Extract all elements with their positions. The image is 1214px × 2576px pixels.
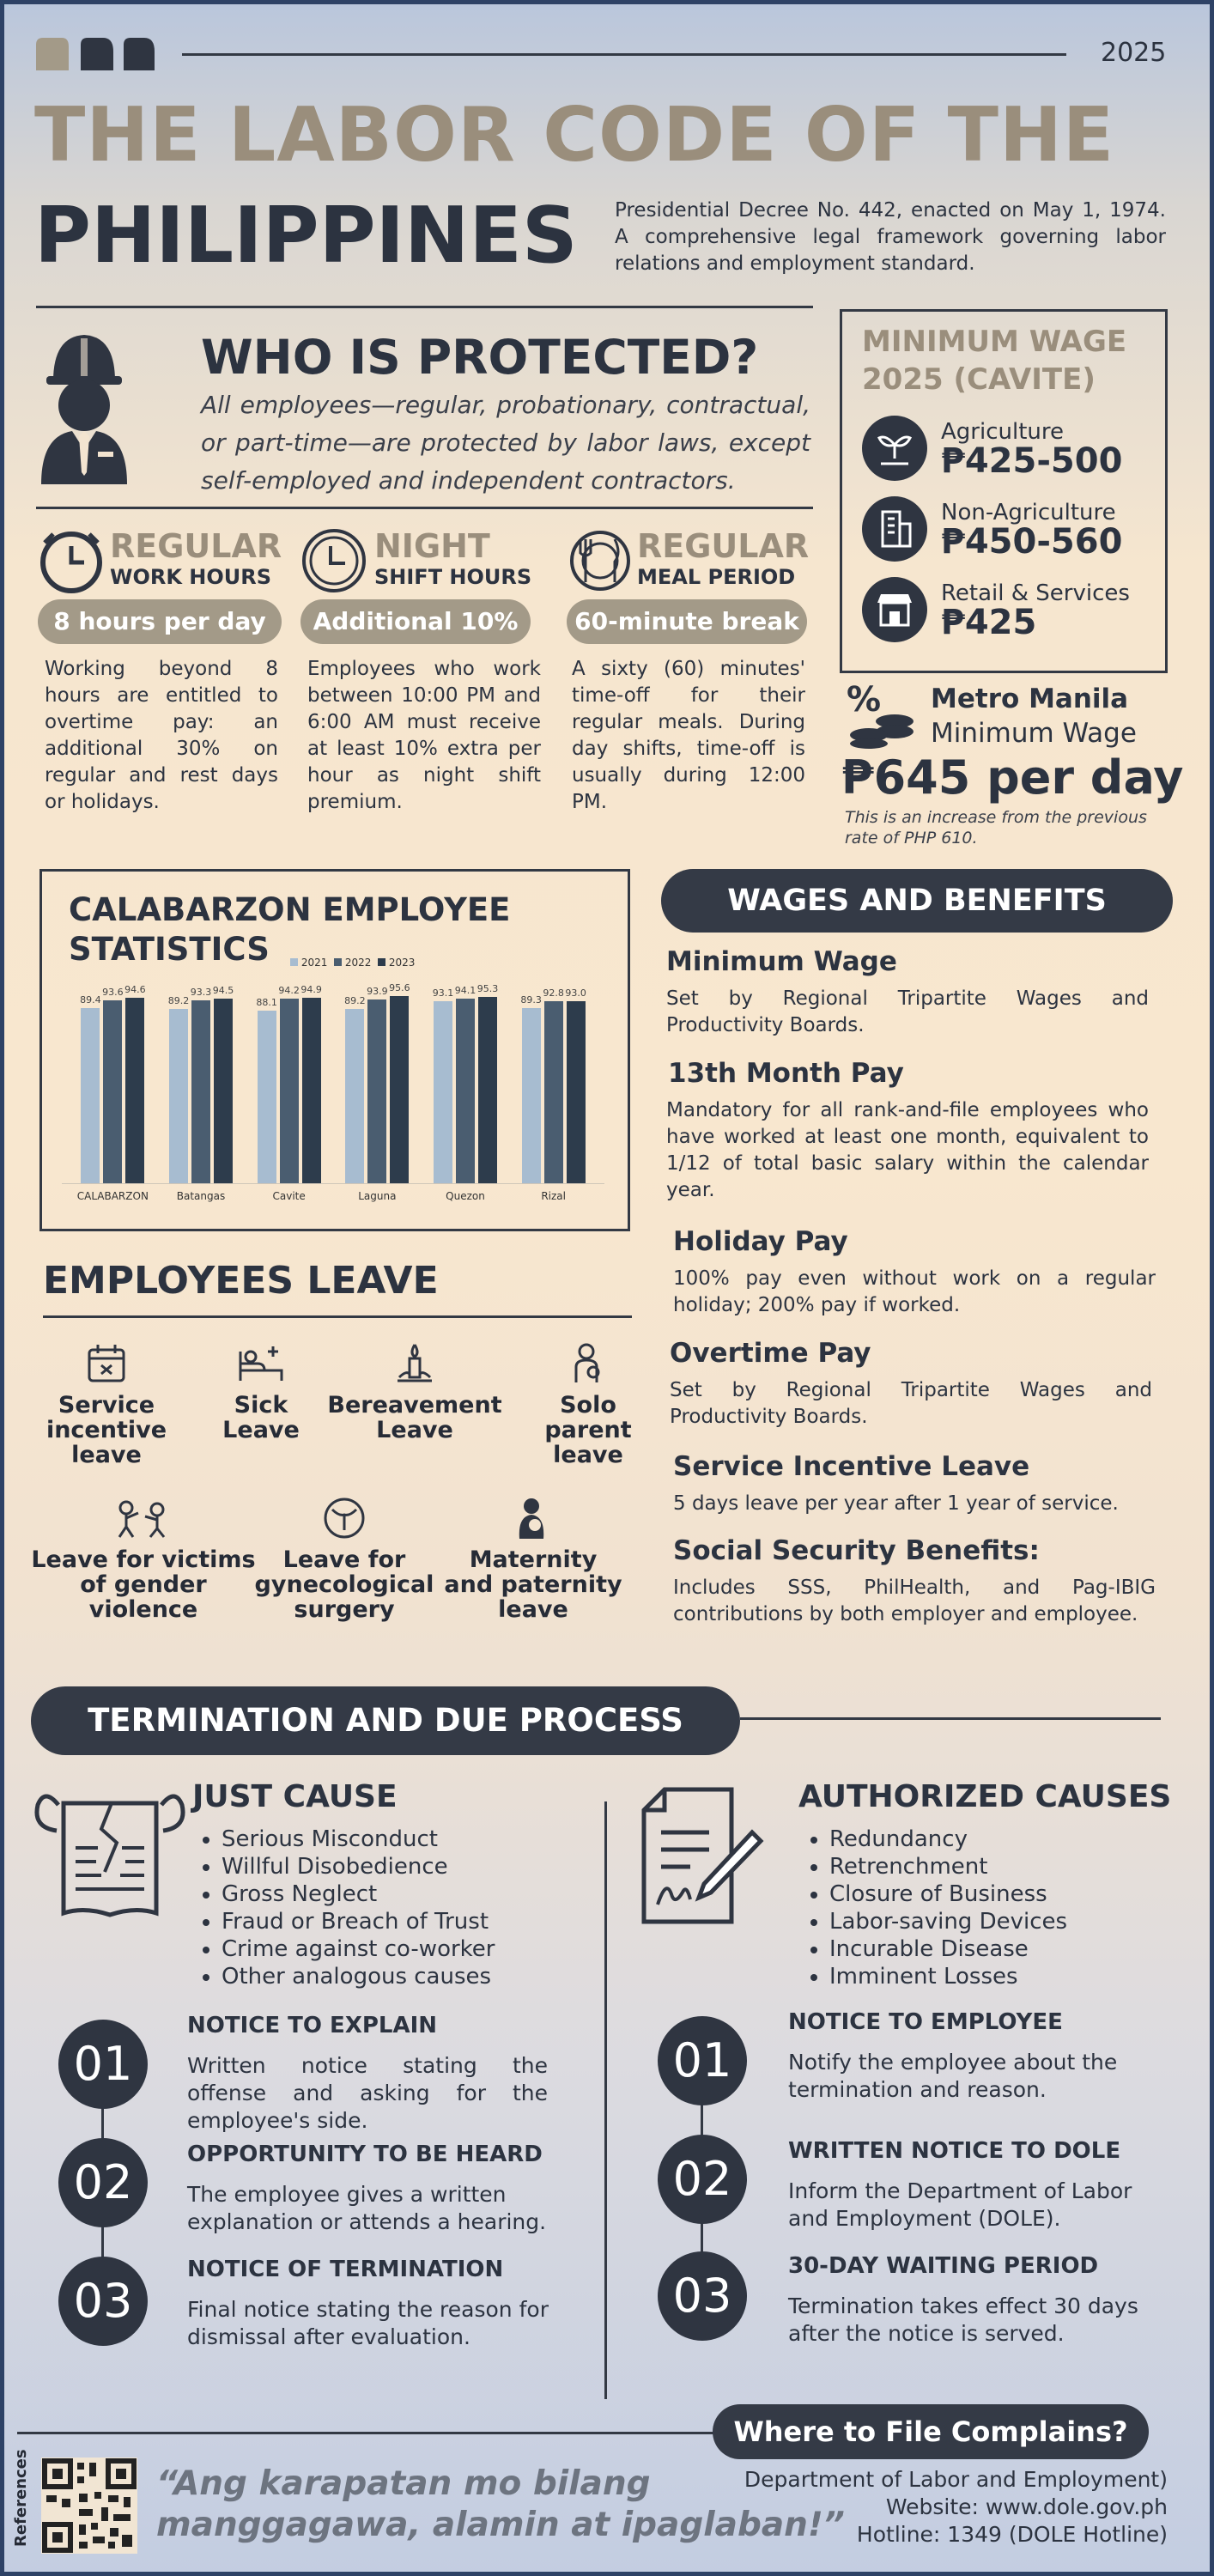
dole-hotline[interactable]: Hotline: 1349 (DOLE Hotline) (856, 2522, 1168, 2547)
termination-center-divider (604, 1801, 607, 2399)
just-cause-item: • Other analogous causes (222, 1963, 568, 1990)
hours-night-top: NIGHT (374, 527, 490, 565)
chart-bar (478, 997, 497, 1183)
chart-bar (390, 996, 409, 1183)
store-icon (862, 577, 927, 642)
leave-label: Sick Leave (222, 1392, 300, 1443)
hours-night-bottom: SHIFT HOURS (374, 565, 532, 589)
worker-icon (38, 321, 131, 484)
chart-bar (302, 998, 321, 1183)
wage-item-title: Overtime Pay (670, 1338, 871, 1369)
wage-item-title: Minimum Wage (666, 946, 897, 977)
legend-swatch-2023 (378, 958, 385, 966)
authorized-item: • Retrenchment (829, 1853, 1159, 1880)
legend-swatch-2022 (334, 958, 342, 966)
protected-title: WHO IS PROTECTED? (201, 330, 759, 385)
just-step-number: 02 (58, 2138, 148, 2227)
chart-x-tick-label: CALABARZON (76, 1190, 149, 1202)
chart-data-label: 94.1 (454, 985, 476, 997)
just-step-title: NOTICE OF TERMINATION (187, 2257, 504, 2282)
just-step-title: NOTICE TO EXPLAIN (187, 2013, 438, 2038)
candle-icon (392, 1341, 437, 1386)
divider-protected-top (36, 306, 813, 308)
auth-step-title: NOTICE TO EMPLOYEE (788, 2009, 1063, 2035)
non-agriculture-label: Non-Agriculture (941, 500, 1116, 526)
protected-text: All employees—regular, probationary, contractual, or part-time—are protected by labor laws, except self-employed and independent contractors. (201, 391, 810, 495)
chart-data-label: 89.2 (167, 994, 190, 1006)
night-clock-icon (300, 527, 367, 594)
chart-bar (214, 999, 233, 1183)
chart-x-tick-label: Quezon (446, 1190, 485, 1202)
meal-plate-icon (567, 527, 634, 594)
metro-title1: Metro Manila (931, 683, 1129, 714)
chart-title2: STATISTICS (69, 931, 270, 968)
divider-protected-bottom (36, 507, 813, 509)
legend-label-2022: 2022 (344, 957, 372, 969)
auth-step-text: Inform the Department of Labor and Employment (DOLE). (788, 2178, 1132, 2231)
metro-value: ₱645 per day (841, 750, 1184, 805)
termination-rule (740, 1717, 1161, 1720)
chart-data-label: 93.1 (432, 987, 454, 999)
agriculture-icon (862, 416, 927, 481)
leave-label: Service incentive leave (46, 1392, 167, 1468)
min-wage-title2: 2025 (CAVITE) (862, 362, 1096, 397)
chart-x-tick-label: Rizal (541, 1190, 566, 1202)
legend-swatch-2021 (290, 958, 298, 966)
references-label: References (12, 2449, 30, 2547)
parent-child-icon (566, 1341, 610, 1386)
auth-step-number: 03 (658, 2251, 747, 2341)
leave-label: Leave for victims of gender violence (31, 1546, 256, 1623)
footer-rule (17, 2432, 721, 2434)
auth-step-text: Notify the employee about the termination and reason. (788, 2050, 1118, 2102)
chart-data-label: 92.8 (543, 987, 564, 999)
chart-bar (258, 1011, 276, 1183)
auth-step-number: 02 (658, 2135, 747, 2224)
dole-name: Department of Labor and Employment) (744, 2467, 1168, 2492)
chart-data-label: 93.0 (565, 987, 586, 999)
chart-data-label: 94.5 (212, 984, 234, 996)
hours-night-pill: Additional 10% (300, 599, 531, 644)
hours-meal-top: REGULAR (637, 527, 810, 565)
file-complaint-header: Where to File Complains? (713, 2404, 1149, 2459)
just-cause-title: JUST CAUSE (192, 1779, 398, 1814)
auth-step-title: 30-DAY WAITING PERIOD (788, 2253, 1099, 2279)
chart-data-label: 89.2 (344, 994, 366, 1006)
hours-regular-top: REGULAR (110, 527, 282, 565)
hours-meal-bottom: MEAL PERIOD (637, 565, 796, 589)
chart-x-tick-label: Batangas (176, 1190, 226, 1202)
hours-regular-text: Working beyond 8 hours are entitled to overtime pay: an additional 30% on regular and rest days or holidays. (45, 658, 278, 813)
chart-data-label: 93.3 (190, 987, 212, 999)
chart-bar (544, 1001, 563, 1183)
leave-label: Solo parent leave (544, 1392, 632, 1468)
violence-icon (112, 1496, 174, 1540)
leave-label: Leave for gynecological surgery (254, 1546, 434, 1623)
just-step-number: 01 (58, 2020, 148, 2109)
hours-meal-pill: 60-minute break (567, 599, 807, 644)
quote-line2: manggagawa, alamin at ipaglaban!” (156, 2506, 845, 2544)
chart-data-label: 95.6 (389, 982, 410, 994)
just-cause-item: • Gross Neglect (222, 1880, 568, 1908)
leave-item-gender-violence (31, 1496, 256, 1622)
just-step-number: 03 (58, 2257, 148, 2346)
title-line2: PHILIPPINES (34, 191, 578, 281)
chart-x-tick-label: Laguna (358, 1190, 397, 1202)
chart-data-label: 89.4 (80, 994, 101, 1006)
chart-x-labels (69, 1190, 598, 1207)
just-step-title: OPPORTUNITY TO BE HEARD (187, 2142, 543, 2167)
just-step-text: Written notice stating the offense and asking for the employee's side. (187, 2053, 548, 2133)
title-line1: THE LABOR CODE OF THE (34, 91, 1115, 179)
wage-item-text: Mandatory for all rank-and-file employees who have worked at least one month, equivalent to 1/12 of total basic salary within the calendar year. (666, 1099, 1149, 1201)
clock-icon (38, 527, 105, 594)
torn-contract-icon (33, 1779, 187, 1925)
wage-item-title: 13th Month Pay (668, 1058, 904, 1089)
hours-regular-pill: 8 hours per day (38, 599, 282, 644)
chart-bar (345, 1009, 364, 1183)
quote-line1: “Ang karapatan mo bilang (156, 2464, 651, 2503)
chart-baseline (62, 1183, 604, 1184)
retail-label: Retail & Services (941, 580, 1130, 606)
chart-data-label: 94.9 (300, 983, 322, 995)
chart-bar (567, 1001, 586, 1183)
hours-meal-text: A sixty (60) minutes' time-off for their regular meals. During day shifts, time-off is usually during 12:00 PM. (572, 658, 805, 813)
year-label: 2025 (1101, 38, 1167, 68)
svg-text:%: % (847, 680, 882, 720)
chart-x-tick-label: Cavite (272, 1190, 306, 1202)
chart-data-label: 93.9 (367, 985, 388, 997)
authorized-item: • Labor-saving Devices (829, 1908, 1159, 1935)
chart-data-label: 88.1 (256, 997, 277, 1009)
qr-code-icon[interactable] (41, 2458, 137, 2554)
wage-item-text: Set by Regional Tripartite Wages and Productivity Boards. (666, 987, 1149, 1036)
retail-value: ₱425 (941, 603, 1037, 642)
just-cause-item: • Fraud or Breach of Trust (222, 1908, 568, 1935)
authorized-title: AUTHORIZED CAUSES (798, 1779, 1172, 1814)
signed-document-icon (635, 1784, 764, 1930)
hours-night-text: Employees who work between 10:00 PM and 6:00 AM must receive at least 10% extra per hour as night shift premium. (307, 658, 541, 813)
chart-data-label: 93.6 (102, 986, 124, 998)
leave-item-maternity-paternity (443, 1496, 623, 1622)
just-cause-item: • Willful Disobedience (222, 1853, 568, 1880)
leave-item-bereavement (325, 1341, 505, 1443)
wage-item-text: 5 days leave per year after 1 year of service. (673, 1492, 1119, 1515)
uterus-icon (320, 1496, 368, 1540)
leave-item-gynecological (254, 1496, 434, 1622)
chart-legend (290, 957, 415, 969)
leave-label: Bereavement Leave (327, 1392, 502, 1443)
agriculture-value: ₱425-500 (941, 441, 1123, 481)
chart-bar (191, 1000, 210, 1183)
leave-item-service-incentive (38, 1341, 175, 1467)
leave-item-sick (201, 1341, 321, 1443)
chart-bar (522, 1008, 541, 1183)
metro-title2: Minimum Wage (931, 718, 1137, 749)
chart-bar (81, 1008, 100, 1183)
chart-data-label: 94.6 (124, 984, 146, 996)
building-icon (862, 496, 927, 562)
legend-label-2021: 2021 (300, 957, 328, 969)
sick-bed-icon (235, 1341, 287, 1386)
just-cause-item: • Crime against co-worker (222, 1935, 568, 1963)
chart-bar (367, 999, 386, 1183)
hours-regular-bottom: WORK HOURS (110, 565, 272, 589)
metro-note: This is an increase from the previous rate of PHP 610. (845, 808, 1147, 848)
chart-data-label: 89.3 (520, 994, 542, 1006)
chart-data-label: 95.3 (476, 982, 499, 994)
agriculture-label: Agriculture (941, 419, 1064, 445)
leave-divider (43, 1315, 632, 1318)
auth-step-text: Termination takes effect 30 days after the notice is served. (788, 2293, 1138, 2346)
authorized-list (798, 1826, 1159, 1990)
legend-label-2023: 2023 (388, 957, 416, 969)
non-agriculture-value: ₱450-560 (941, 522, 1123, 562)
dole-website[interactable]: Website: www.dole.gov.ph (885, 2494, 1168, 2519)
authorized-item: • Closure of Business (829, 1880, 1159, 1908)
wage-item-title: Holiday Pay (673, 1226, 848, 1257)
chart-bar (169, 1009, 188, 1183)
chart-bar (434, 1001, 452, 1183)
chart-bar (125, 998, 144, 1183)
authorized-item: • Incurable Disease (829, 1935, 1159, 1963)
chart-bar (456, 999, 475, 1183)
wage-item-text: 100% pay even without work on a regular holiday; 200% pay if worked. (673, 1267, 1156, 1316)
just-cause-list (191, 1826, 568, 1990)
just-cause-item: • Serious Misconduct (222, 1826, 568, 1853)
intro-text: Presidential Decree No. 442, enacted on May 1, 1974. A comprehensive legal framework governing labor relations and employment standard. (615, 199, 1166, 275)
just-step-text: Final notice stating the reason for dismissal after evaluation. (187, 2297, 549, 2349)
just-step-text: The employee gives a written explanation or attends a hearing. (187, 2182, 547, 2234)
wage-item-title: Social Security Benefits: (673, 1535, 1040, 1566)
chart-bar (280, 999, 299, 1183)
authorized-item: • Redundancy (829, 1826, 1159, 1853)
calendar-icon (84, 1341, 129, 1386)
leave-label: Maternity and paternity leave (444, 1546, 622, 1623)
auth-step-number: 01 (658, 2016, 747, 2105)
chart-title1: CALABARZON EMPLOYEE (69, 891, 511, 928)
auth-step-title: WRITTEN NOTICE TO DOLE (788, 2138, 1121, 2164)
wages-header: WAGES AND BENEFITS (661, 869, 1173, 933)
mother-baby-icon (509, 1496, 557, 1540)
leave-item-solo-parent (524, 1341, 653, 1467)
chart-data-label: 94.2 (278, 985, 300, 997)
wage-item-text: Set by Regional Tripartite Wages and Productivity Boards. (670, 1379, 1152, 1428)
logo-marks-icon (36, 38, 156, 70)
wage-item-title: Service Incentive Leave (673, 1451, 1030, 1482)
termination-header: TERMINATION AND DUE PROCESS (31, 1686, 740, 1755)
chart-plot-area (69, 982, 598, 1183)
authorized-item: • Imminent Losses (829, 1963, 1159, 1990)
leave-title: EMPLOYEES LEAVE (43, 1259, 439, 1303)
money-percent-icon (843, 680, 920, 749)
wage-item-text: Includes SSS, PhilHealth, and Pag-IBIG contributions by both employer and employee. (673, 1577, 1156, 1625)
min-wage-title1: MINIMUM WAGE (862, 325, 1127, 359)
chart-bar (103, 1000, 122, 1183)
header-rule (182, 53, 1066, 56)
